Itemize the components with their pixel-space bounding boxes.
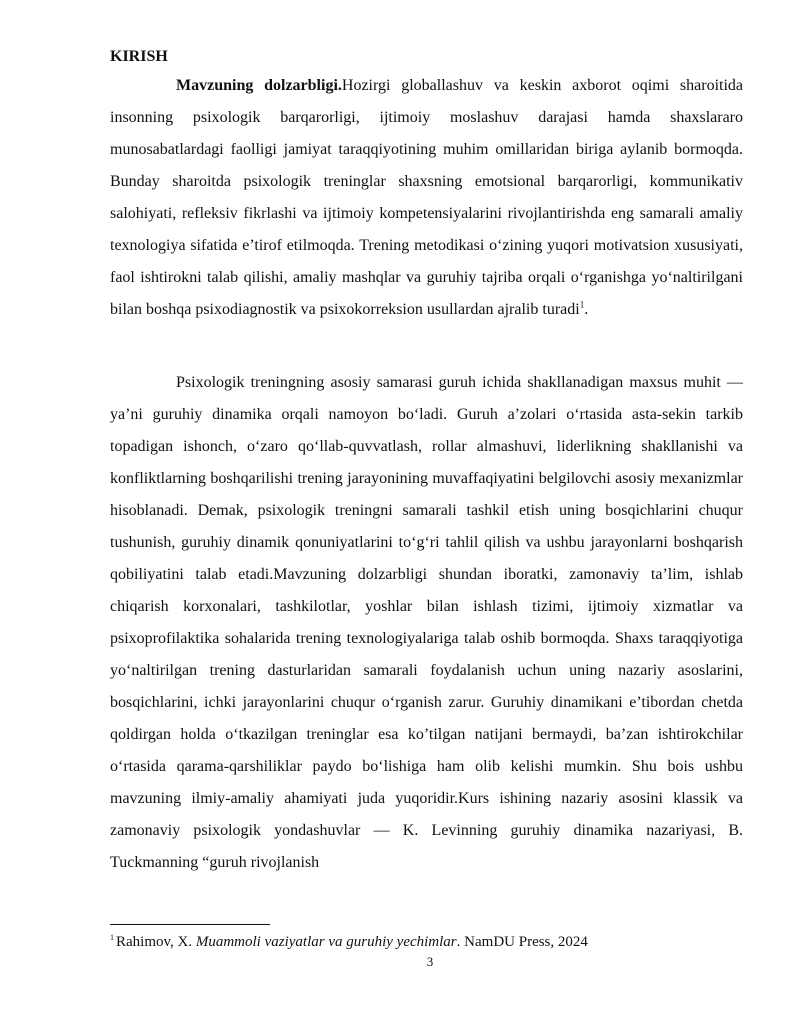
footnote-publisher: . NamDU Press, 2024 <box>456 934 588 950</box>
footnote-separator <box>110 924 270 925</box>
paragraph-body: Hozirgi globallashuv va keskin axborot oqimi sharoitida insonning psixologik barqarorligi, ijtimoiy moslashuv darajasi hamda shaxslararo munosabatlardagi faolligi jamiyat taraqqiyotining muhim omillaridan biriga aylanib bormoqda. Bunday sharoitda psixologik treninglar shaxsning emotsional barqarorligi, kommunikativ salohiyati, refleksiv fikrlashi va ijtimoiy kompetensiyalarini rivojlantirishda eng samarali amaliy texnologiya sifatida e’tirof etilmoqda. Trening metodikasi o‘zining yuqori motivatsion xususiyati, faol ishtirokni talab qilishi, amaliy mashqlar va guruhiy tajriba orqali o‘rganishga yo‘naltirilgani bilan boshqa psixodiagnostik va psixokorreksion usullardan ajralib turadi <box>110 77 744 318</box>
page-number: 3 <box>426 954 434 969</box>
footnote <box>110 932 750 952</box>
footnote-title: Muammoli vaziyatlar va guruhiy yechimlar <box>195 934 457 950</box>
footnote-reference[interactable]: 1 <box>579 299 585 310</box>
footnote-mark: 1 <box>110 933 114 942</box>
paragraph-group-dynamics <box>110 367 743 879</box>
paragraph-lead: Mavzuning dolzarbligi. <box>176 77 342 94</box>
footnote-author: Rahimov, X. <box>116 934 196 950</box>
paragraph-body: Psixologik treningning asosiy samarasi guruh ichida shakllanadigan maxsus muhit — ya’ni guruhiy dinamika orqali namoyon bo‘ladi. Guruh a’zolari o‘rtasida asta-sekin tarkib topadigan ishonch, o‘zaro qo‘llab-quvvatlash, rollar almashuvi, liderlikning shakllanishi va konfliktlarning boshqarilishi trening jarayonining muvaffaqiyatini belgilovchi asosiy mexanizmlar hisoblanadi. Demak, psixologik treningni samarali tashkil etish uning bosqichlarini chuqur tushunish, guruhiy dinamik qonuniyatlarini to‘g‘ri tahlil qilish va ushbu jarayonlarni boshqarish qobiliyatini talab etadi.Mavzuning dolzarbligi shundan iboratki, zamonaviy ta’lim, ishlab chiqarish korxonalari, tashkilotlar, yoshlar bilan ishlash tizimi, ijtimoiy xizmatlar va psixoprofilaktika sohalarida trening texnologiyalariga talab oshib bormoqda. Shaxs taraqqiyotiga yo‘naltirilgan trening dasturlaridan samarali foydalanish uchun uning nazariy asoslarini, bosqichlarini, ichki jarayonlarini chuqur o‘rganish zarur. Guruhiy dinamikani e’tibordan chetda qoldirgan holda o‘tkazilgan treninglar esa ko’tilgan natijani bermaydi, ba’zan ishtirokchilar o‘rtasida qarama-qarshiliklar paydo bo‘lishiga ham olib kelishi mumkin. Shu bois ushbu mavzuning ilmiy-amaliy ahamiyati juda yuqoridir.Kurs ishining nazariy asosini klassik va zamonaviy psixologik yondashuvlar — K. Levinning guruhiy dinamika nazariyasi, B. Tuckmanning “guruh rivojlanish <box>110 374 743 871</box>
section-heading: KIRISH <box>110 48 168 65</box>
paragraph-end: . <box>584 301 589 318</box>
paragraph-relevance <box>110 70 743 326</box>
